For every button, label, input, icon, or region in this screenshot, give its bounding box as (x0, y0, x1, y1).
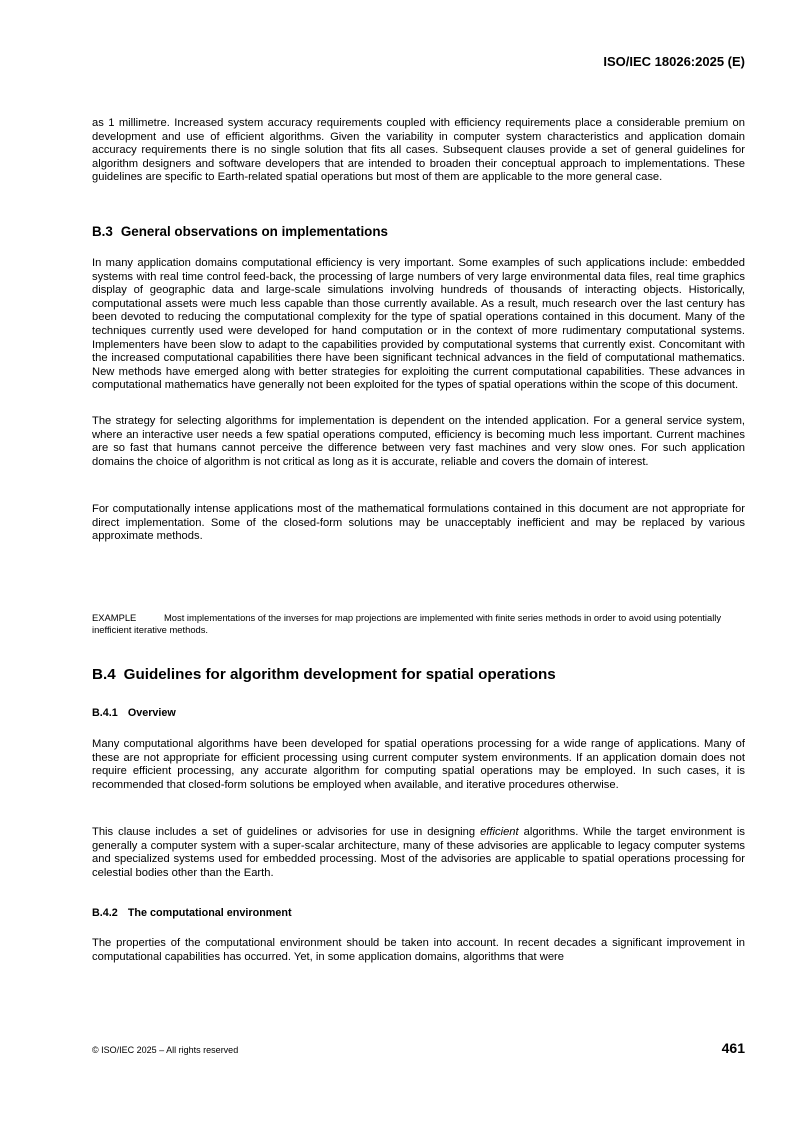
subsection-b41-heading (92, 707, 745, 719)
section-title: General observations on implementations (120, 224, 388, 239)
subsection-b42-heading (92, 907, 745, 919)
text-run: algorithms. While the target environment is generally a computer system with a super-scalar architecture, many of these advisories are applicable to legacy computer systems and specialized systems used for embedded processing. Most of the advisories are applicable to spatial operations processing for celestial bodies other than the Earth. (92, 826, 745, 879)
b41-paragraph-1: Many computational algorithms have been developed for spatial operations processing for a wide range of applications. Many of these are not appropriate for efficient processing using current computer system environments. If an application domain does not require efficient processing, any accurate algorithm for computing spatial operations may be employed. In such cases, it is recommended that closed-form solutions be employed when available, and iterative procedures otherwise. (92, 738, 745, 791)
b3-paragraph-3: For computationally intense applications most of the mathematical formulations contained in this document are not appropriate for direct implementation. Some of the closed-form solutions may be unacceptably inefficient and may be replaced by various approximate methods. (92, 503, 745, 543)
emphasis-efficient: efficient (480, 826, 519, 838)
subsection-number: B.4.1 (92, 707, 118, 719)
section-number: B.4 (92, 666, 116, 683)
subsection-title: Overview (127, 707, 176, 719)
subsection-title: The computational environment (127, 907, 292, 919)
section-number: B.3 (92, 224, 113, 239)
footer-copyright: © ISO/IEC 2025 – All rights reserved (92, 1045, 239, 1055)
example-text: Most implementations of the inverses for map projections are implemented with finite series methods in order to avoid using potentially inefficient iterative methods. (92, 612, 722, 636)
section-title: Guidelines for algorithm development for spatial operations (123, 666, 556, 683)
b3-paragraph-2: The strategy for selecting algorithms for implementation is dependent on the intended application. For a general service system, where an interactive user needs a few spatial operations computed, efficiency is becoming much less important. Current machines are so fast that humans cannot perceive the difference between very fast machines and very slow ones. For such application domains the choice of algorithm is not critical as long as it is accurate, reliable and covers the domain of interest. (92, 415, 745, 468)
document-id-header: ISO/IEC 18026:2025 (E) (603, 54, 745, 69)
subsection-number: B.4.2 (92, 907, 118, 919)
example-label: EXAMPLE (92, 612, 137, 623)
section-b3-heading (92, 224, 745, 239)
intro-paragraph: as 1 millimetre. Increased system accuracy requirements coupled with efficiency requirements place a considerable premium on development and use of efficient algorithms. Given the variability in computer system characteristics and application domain accuracy requirements there is no single solution that fits all cases. Subsequent clauses provide a set of general guidelines for algorithm designers and software developers that are intended to broaden their conceptual approach to implementations. These guidelines are specific to Earth-related spatial operations but most of them are applicable to the more general case. (92, 117, 745, 184)
b42-paragraph-1: The properties of the computational environment should be taken into account. In recent decades a significant improvement in computational capabilities has occurred. Yet, in some application domains, algorithms that were (92, 937, 745, 963)
b3-paragraph-1: In many application domains computational efficiency is very important. Some examples of such applications include: embedded systems with real time control feed-back, the processing of large numbers of very large environmental data files, real time graphics display of geographic data and large-scale simulations involving hundreds of thousands of interacting objects. Historically, computational assets were much less capable than those currently available. As a result, much research over the last century has been devoted to reducing the computational complexity for the type of spatial operations contained in this document. Many of the techniques currently used were developed for hand computation or in the context of more rudimentary computational systems. Implementers have been slow to adapt to the capabilities provided by computational systems that currently exist. Concomitant with the increased computational capabilities there have been significant technical advances in the field of computational mathematics. New methods have emerged along with better strategies for exploiting the current computational capabilities. These advances in computational mathematics have generally not been exploited for the types of spatial operations within the scope of this document. (92, 257, 745, 392)
section-b4-heading (92, 666, 745, 683)
text-run: This clause includes a set of guidelines or advisories for use in designing (92, 826, 481, 838)
example-note (92, 612, 745, 637)
page-number: 461 (721, 1040, 745, 1056)
b41-paragraph-2 (92, 826, 745, 880)
